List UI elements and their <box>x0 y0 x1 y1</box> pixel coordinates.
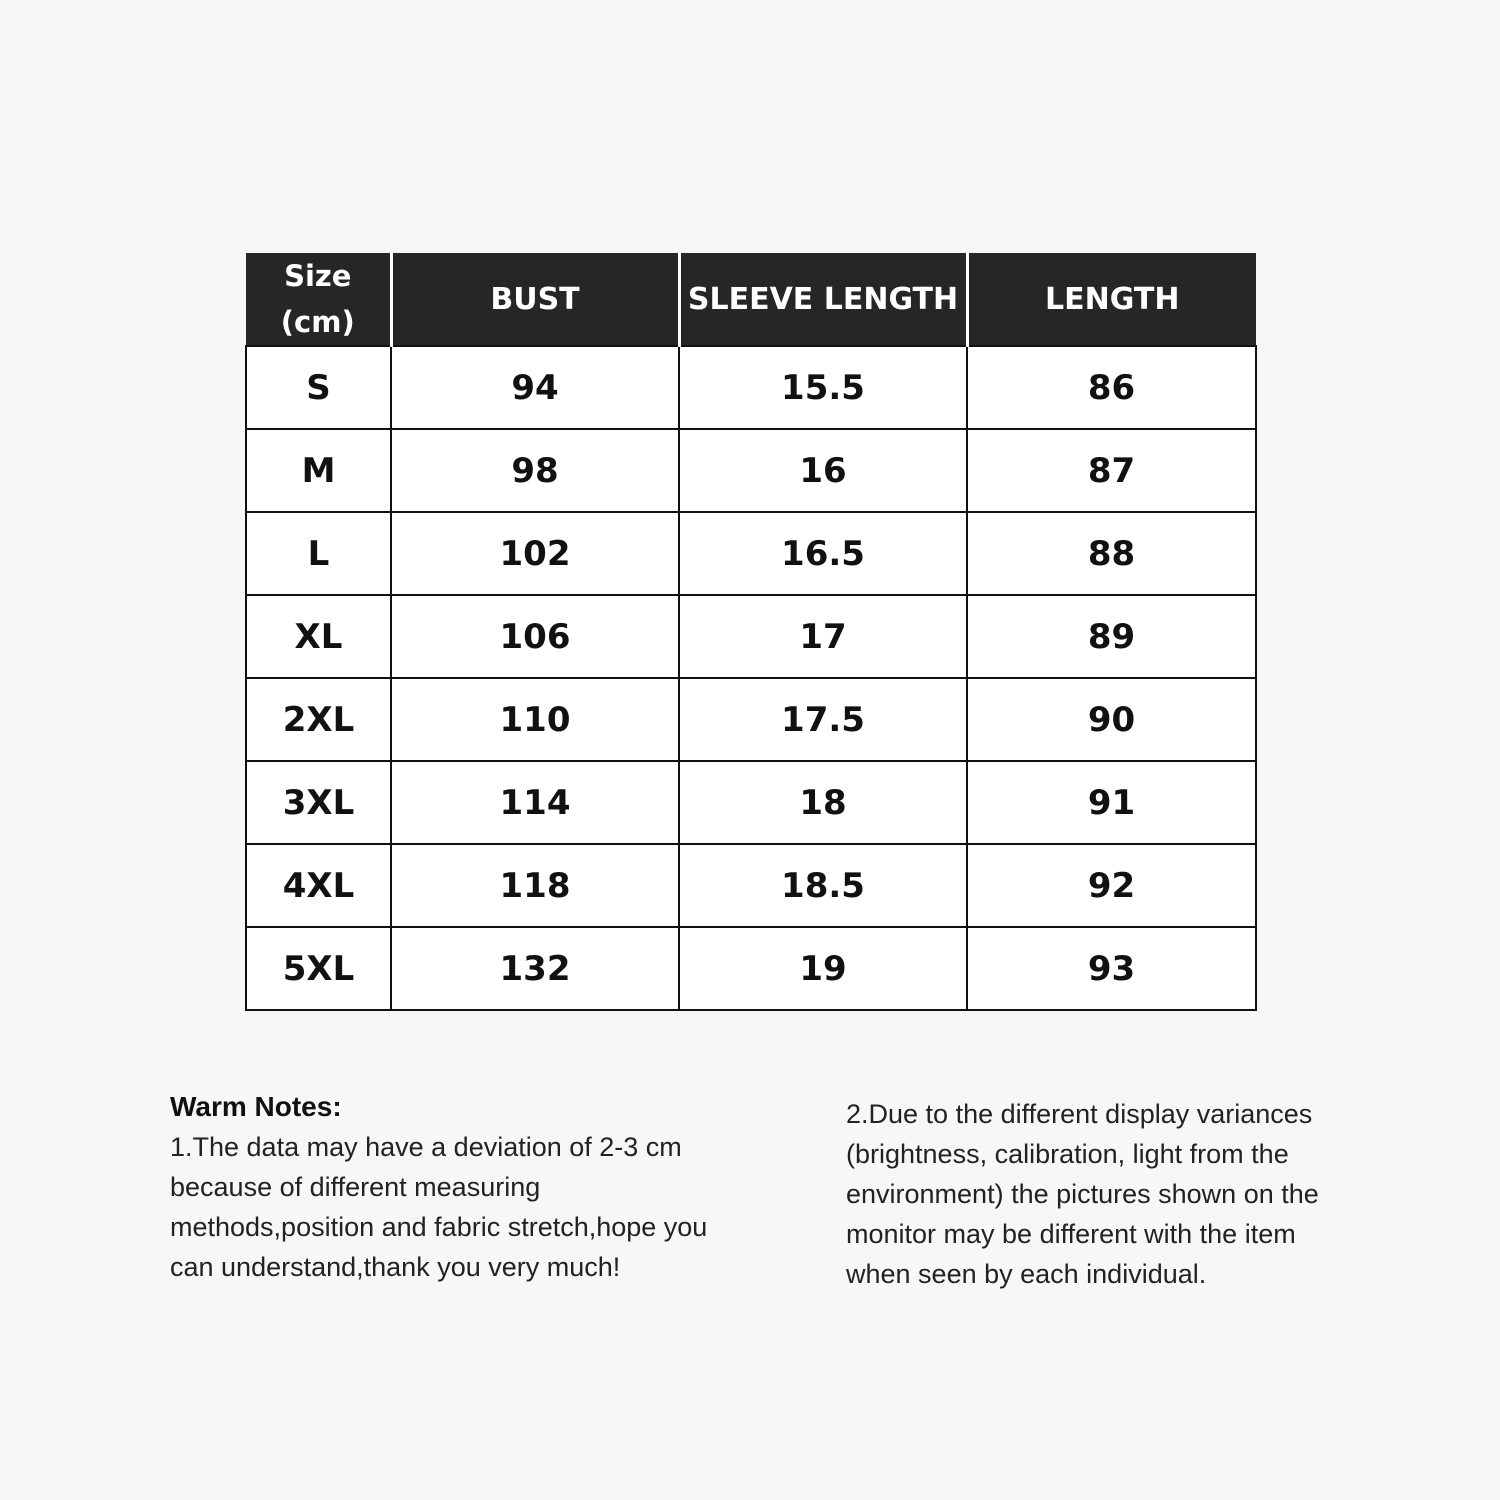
header-size-label: Size <box>284 259 352 293</box>
cell-sleeve-length: 17 <box>679 595 967 678</box>
cell-length: 90 <box>967 678 1256 761</box>
cell-length: 87 <box>967 429 1256 512</box>
table-row <box>246 844 1256 927</box>
size-chart-table <box>245 253 1257 1011</box>
cell-size: XL <box>246 595 391 678</box>
cell-bust: 118 <box>391 844 679 927</box>
cell-bust: 110 <box>391 678 679 761</box>
cell-size: S <box>246 346 391 429</box>
table-header-row <box>246 253 1256 346</box>
cell-bust: 94 <box>391 346 679 429</box>
cell-size: 5XL <box>246 927 391 1010</box>
note-2: 2.Due to the different display variances (brightness, calibration, light from the environment) the pictures shown on the monitor may be different with the item when seen by each individual. <box>846 1099 1319 1289</box>
cell-sleeve-length: 18.5 <box>679 844 967 927</box>
cell-bust: 98 <box>391 429 679 512</box>
cell-length: 89 <box>967 595 1256 678</box>
cell-length: 93 <box>967 927 1256 1010</box>
cell-length: 86 <box>967 346 1256 429</box>
cell-sleeve-length: 16.5 <box>679 512 967 595</box>
cell-bust: 132 <box>391 927 679 1010</box>
note-1: 1.The data may have a deviation of 2-3 cm because of different measuring methods,position and fabric stretch,hope you can understand,thank you very much! <box>170 1132 708 1282</box>
table-row <box>246 927 1256 1010</box>
table-row <box>246 595 1256 678</box>
cell-size: 2XL <box>246 678 391 761</box>
header-size <box>246 253 391 346</box>
warm-notes-right <box>846 1094 1366 1294</box>
table-row <box>246 429 1256 512</box>
cell-bust: 114 <box>391 761 679 844</box>
warm-notes-title: Warm Notes: <box>170 1091 342 1122</box>
table-row <box>246 512 1256 595</box>
table-row <box>246 678 1256 761</box>
cell-bust: 102 <box>391 512 679 595</box>
cell-sleeve-length: 17.5 <box>679 678 967 761</box>
table-row <box>246 761 1256 844</box>
header-size-unit: (cm) <box>280 305 355 339</box>
header-sleeve-length: SLEEVE LENGTH <box>679 253 967 346</box>
cell-sleeve-length: 15.5 <box>679 346 967 429</box>
cell-size: M <box>246 429 391 512</box>
warm-notes-left <box>170 1087 730 1287</box>
cell-sleeve-length: 18 <box>679 761 967 844</box>
cell-sleeve-length: 19 <box>679 927 967 1010</box>
cell-length: 88 <box>967 512 1256 595</box>
cell-length: 91 <box>967 761 1256 844</box>
cell-sleeve-length: 16 <box>679 429 967 512</box>
cell-bust: 106 <box>391 595 679 678</box>
cell-size: L <box>246 512 391 595</box>
header-length: LENGTH <box>967 253 1256 346</box>
table-row <box>246 346 1256 429</box>
header-bust: BUST <box>391 253 679 346</box>
cell-length: 92 <box>967 844 1256 927</box>
cell-size: 4XL <box>246 844 391 927</box>
cell-size: 3XL <box>246 761 391 844</box>
